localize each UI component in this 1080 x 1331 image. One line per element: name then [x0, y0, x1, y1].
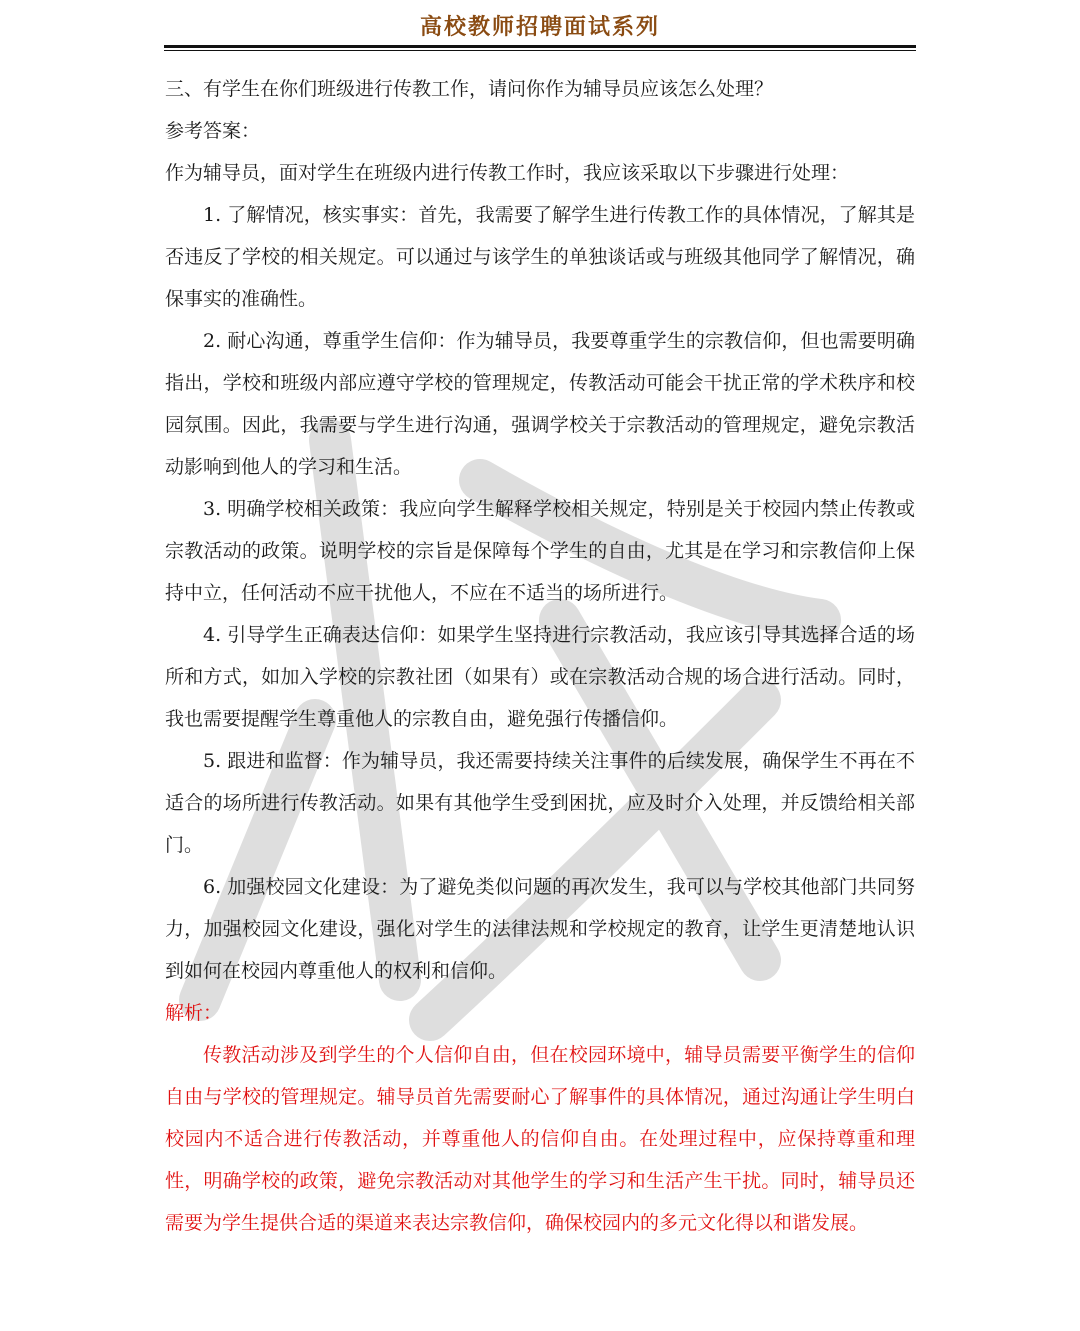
- analysis-paragraph: 传教活动涉及到学生的个人信仰自由，但在校园环境中，辅导员需要平衡学生的信仰自由与学校的管理规定。辅导员首先需要耐心了解事件的具体情况，通过沟通让学生明白校园内不适合进行传教活动，并尊重他人的信仰自由。在处理过程中，应保持尊重和理性，明确学校的政策，避免宗教活动对其他学生的学习和生活产生干扰。同时，辅导员还需要为学生提供合适的渠道来表达宗教信仰，确保校园内的多元文化得以和谐发展。: [165, 1044, 915, 1234]
- header-rule-thick: [164, 45, 916, 48]
- header-title: 高校教师招聘面试系列: [419, 15, 660, 40]
- document-body: [165, 68, 915, 1244]
- intro-paragraph: 作为辅导员，面对学生在班级内进行传教工作时，我应该采取以下步骤进行处理：: [165, 162, 850, 184]
- step-1: 1. 了解情况，核实事实：首先，我需要了解学生进行传教工作的具体情况，了解其是否违反了学校的相关规定。可以通过与该学生的单独谈话或与班级其他同学了解情况，确保事实的准确性。: [165, 204, 915, 310]
- step-6: 6. 加强校园文化建设：为了避免类似问题的再次发生，我可以与学校其他部门共同努力，加强校园文化建设，强化对学生的法律法规和学校规定的教育，让学生更清楚地认识到如何在校园内尊重他人的权利和信仰。: [165, 876, 915, 982]
- header-rule-thin: [164, 50, 916, 51]
- step-4: 4. 引导学生正确表达信仰：如果学生坚持进行宗教活动，我应该引导其选择合适的场所和方式，如加入学校的宗教社团（如果有）或在宗教活动合规的场合进行活动。同时，我也需要提醒学生尊重他人的宗教自由，避免强行传播信仰。: [165, 624, 915, 730]
- question-heading: 三、有学生在你们班级进行传教工作，请问你作为辅导员应该怎么处理？: [165, 78, 774, 100]
- analysis-label: 解析：: [165, 1002, 223, 1024]
- step-2: 2. 耐心沟通，尊重学生信仰：作为辅导员，我要尊重学生的宗教信仰，但也需要明确指出，学校和班级内部应遵守学校的管理规定，传教活动可能会干扰正常的学术秩序和校园氛围。因此，我需要与学生进行沟通，强调学校关于宗教活动的管理规定，避免宗教活动影响到他人的学习和生活。: [165, 330, 915, 478]
- answer-label: 参考答案：: [165, 120, 261, 142]
- step-5: 5. 跟进和监督：作为辅导员，我还需要持续关注事件的后续发展，确保学生不再在不适合的场所进行传教活动。如果有其他学生受到困扰，应及时介入处理，并反馈给相关部门。: [165, 750, 915, 856]
- step-3: 3. 明确学校相关政策：我应向学生解释学校相关规定，特别是关于校园内禁止传教或宗教活动的政策。说明学校的宗旨是保障每个学生的自由，尤其是在学习和宗教信仰上保持中立，任何活动不应干扰他人，不应在不适当的场所进行。: [165, 498, 915, 604]
